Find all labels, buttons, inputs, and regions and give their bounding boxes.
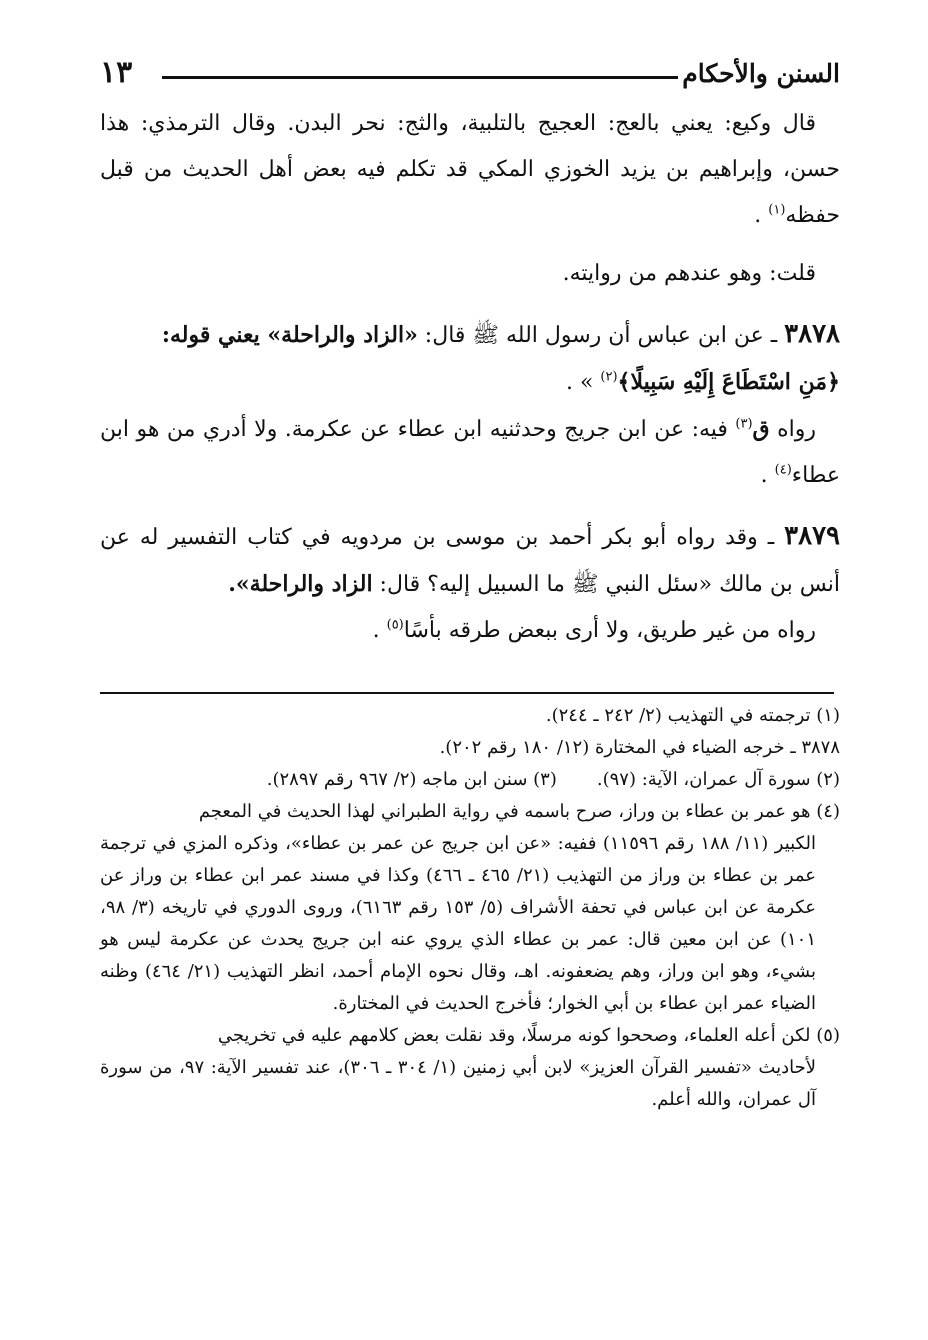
punctuation: » . <box>565 370 601 395</box>
paragraph-rawahu-q <box>100 406 840 499</box>
hadith-3879 <box>100 513 840 608</box>
footnote-4-continuation: الكبير (١١/ ١٨٨ رقم ١١٥٩٦) ففيه: «عن ابن جريج عن عمر بن عطاء»، وذكره المزي في ترجمة عمر بن عطاء بن وراز من التهذيب (٢١/ ٤٦٥ ـ ٤٦٦) وكذا في مسند عمر ابن عطاء بن وراز عن عكرمة عن ابن عباس في تحفة الأشراف (٥/ ١٥٣ رقم ٦١٦٣)، وروى الدوري في تاريخه (٣/ ٩٨، ١٠١) عن ابن معين قال: عمر بن عطاء الذي يروي عنه ابن جريج يحدث عن عكرمة ليس هو بشيء، وهو ابن وراز، وهم يضعفونه. اهـ، وقال نحوه الإمام أحمد، انظر التهذيب (٢١/ ٤٦٤) وظنه الضياء عمر ابن عطاء بن أبي الخوار؛ فأخرج الحديث في المختارة. <box>100 833 816 1014</box>
footnote-5-continuation: لأحاديث «تفسير القرآن العزيز» لابن أبي زمنين (١/ ٣٠٤ ـ ٣٠٦)، عند تفسير الآية: ٩٧، من سورة آل عمران، والله أعلم. <box>100 1057 816 1110</box>
quran-verse: ﴿مَنِ اسْتَطَاعَ إِلَيْهِ سَبِيلًا﴾ <box>617 369 840 395</box>
paragraph-wakee <box>100 101 840 239</box>
hadith-number: ٣٨٧٩ <box>784 521 840 551</box>
punctuation: . <box>372 618 387 643</box>
footnote-4-first-line: (٤) هو عمر بن عطاء بن وراز، صرح باسمه في رواية الطبراني لهذا الحديث في المعجم <box>198 801 840 822</box>
running-header <box>100 55 840 101</box>
punctuation: . <box>760 463 775 488</box>
hadith-text: ـ عن ابن عباس أن رسول الله ﷺ قال: <box>417 323 785 348</box>
paragraph-rawahu-ghayr <box>100 608 840 654</box>
header-rule <box>162 76 678 79</box>
footnote-ref-5: (٥) <box>386 617 404 633</box>
footnote-rule <box>100 692 834 694</box>
paragraph-text: قال وكيع: يعني بالعج: العجيج بالتلبية، والثج: نحر البدن. وقال الترمذي: هذا حسن، وإبراهيم بن يزيد الخوزي المكي قد تكلم فيه بعض أهل الحديث من قبل حفظه <box>100 111 840 228</box>
footnote-3878: ٣٨٧٨ ـ خرجه الضياء في المختارة (١٢/ ١٨٠ رقم ٢٠٢). <box>439 737 840 758</box>
page <box>100 55 840 654</box>
hadith-bold-text: «الزاد والراحلة» يعني قوله: <box>161 322 418 348</box>
paragraph-text: رواه <box>769 417 816 442</box>
footnote-3: (٣) سنن ابن ماجه (٢/ ٩٦٧ رقم ٢٨٩٧). <box>266 769 557 790</box>
hadith-text: ـ وقد رواه أبو بكر أحمد بن موسى بن مردويه في كتاب التفسير له عن أنس بن مالك «سئل النبي ﷺ ما السبيل إليه؟ قال: <box>100 525 840 597</box>
page-number: ١٣ <box>100 55 133 90</box>
punctuation: . <box>754 203 769 228</box>
footnote-ref-2: (٢) <box>600 369 618 385</box>
running-title: السنن والأحكام <box>682 59 840 88</box>
main-text <box>100 101 840 654</box>
footnote-row-2-3 <box>100 764 840 796</box>
source-symbol: ق <box>752 416 770 442</box>
hadith-number: ٣٨٧٨ <box>784 319 840 349</box>
footnote-2: (٢) سورة آل عمران، الآية: (٩٧). <box>596 769 840 790</box>
hadith-bold-text: الزاد والراحلة». <box>228 571 373 597</box>
footnote-1: (١) ترجمته في التهذيب (٢/ ٢٤٢ ـ ٢٤٤). <box>545 705 840 726</box>
footnote-ref-1: (١) <box>768 202 786 218</box>
hadith-3878 <box>100 311 840 406</box>
paragraph-text: فيه: عن ابن جريج وحدثنيه ابن عطاء عن عكرمة. ولا أدري من هو ابن عطاء <box>100 417 840 488</box>
paragraph-text: رواه من غير طريق، ولا أرى ببعض طرقه بأسًا <box>403 618 816 643</box>
paragraph-qultu: قلت: وهو عندهم من روايته. <box>562 261 816 286</box>
footnote-ref-4: (٤) <box>774 462 792 478</box>
footnote-5-first-line: (٥) لكن أعله العلماء، وصححوا كونه مرسلًا، وقد نقلت بعض كلامهم عليه في تخريجي <box>217 1025 840 1046</box>
footnotes <box>100 700 840 1116</box>
footnote-ref-3: (٣) <box>735 416 753 432</box>
